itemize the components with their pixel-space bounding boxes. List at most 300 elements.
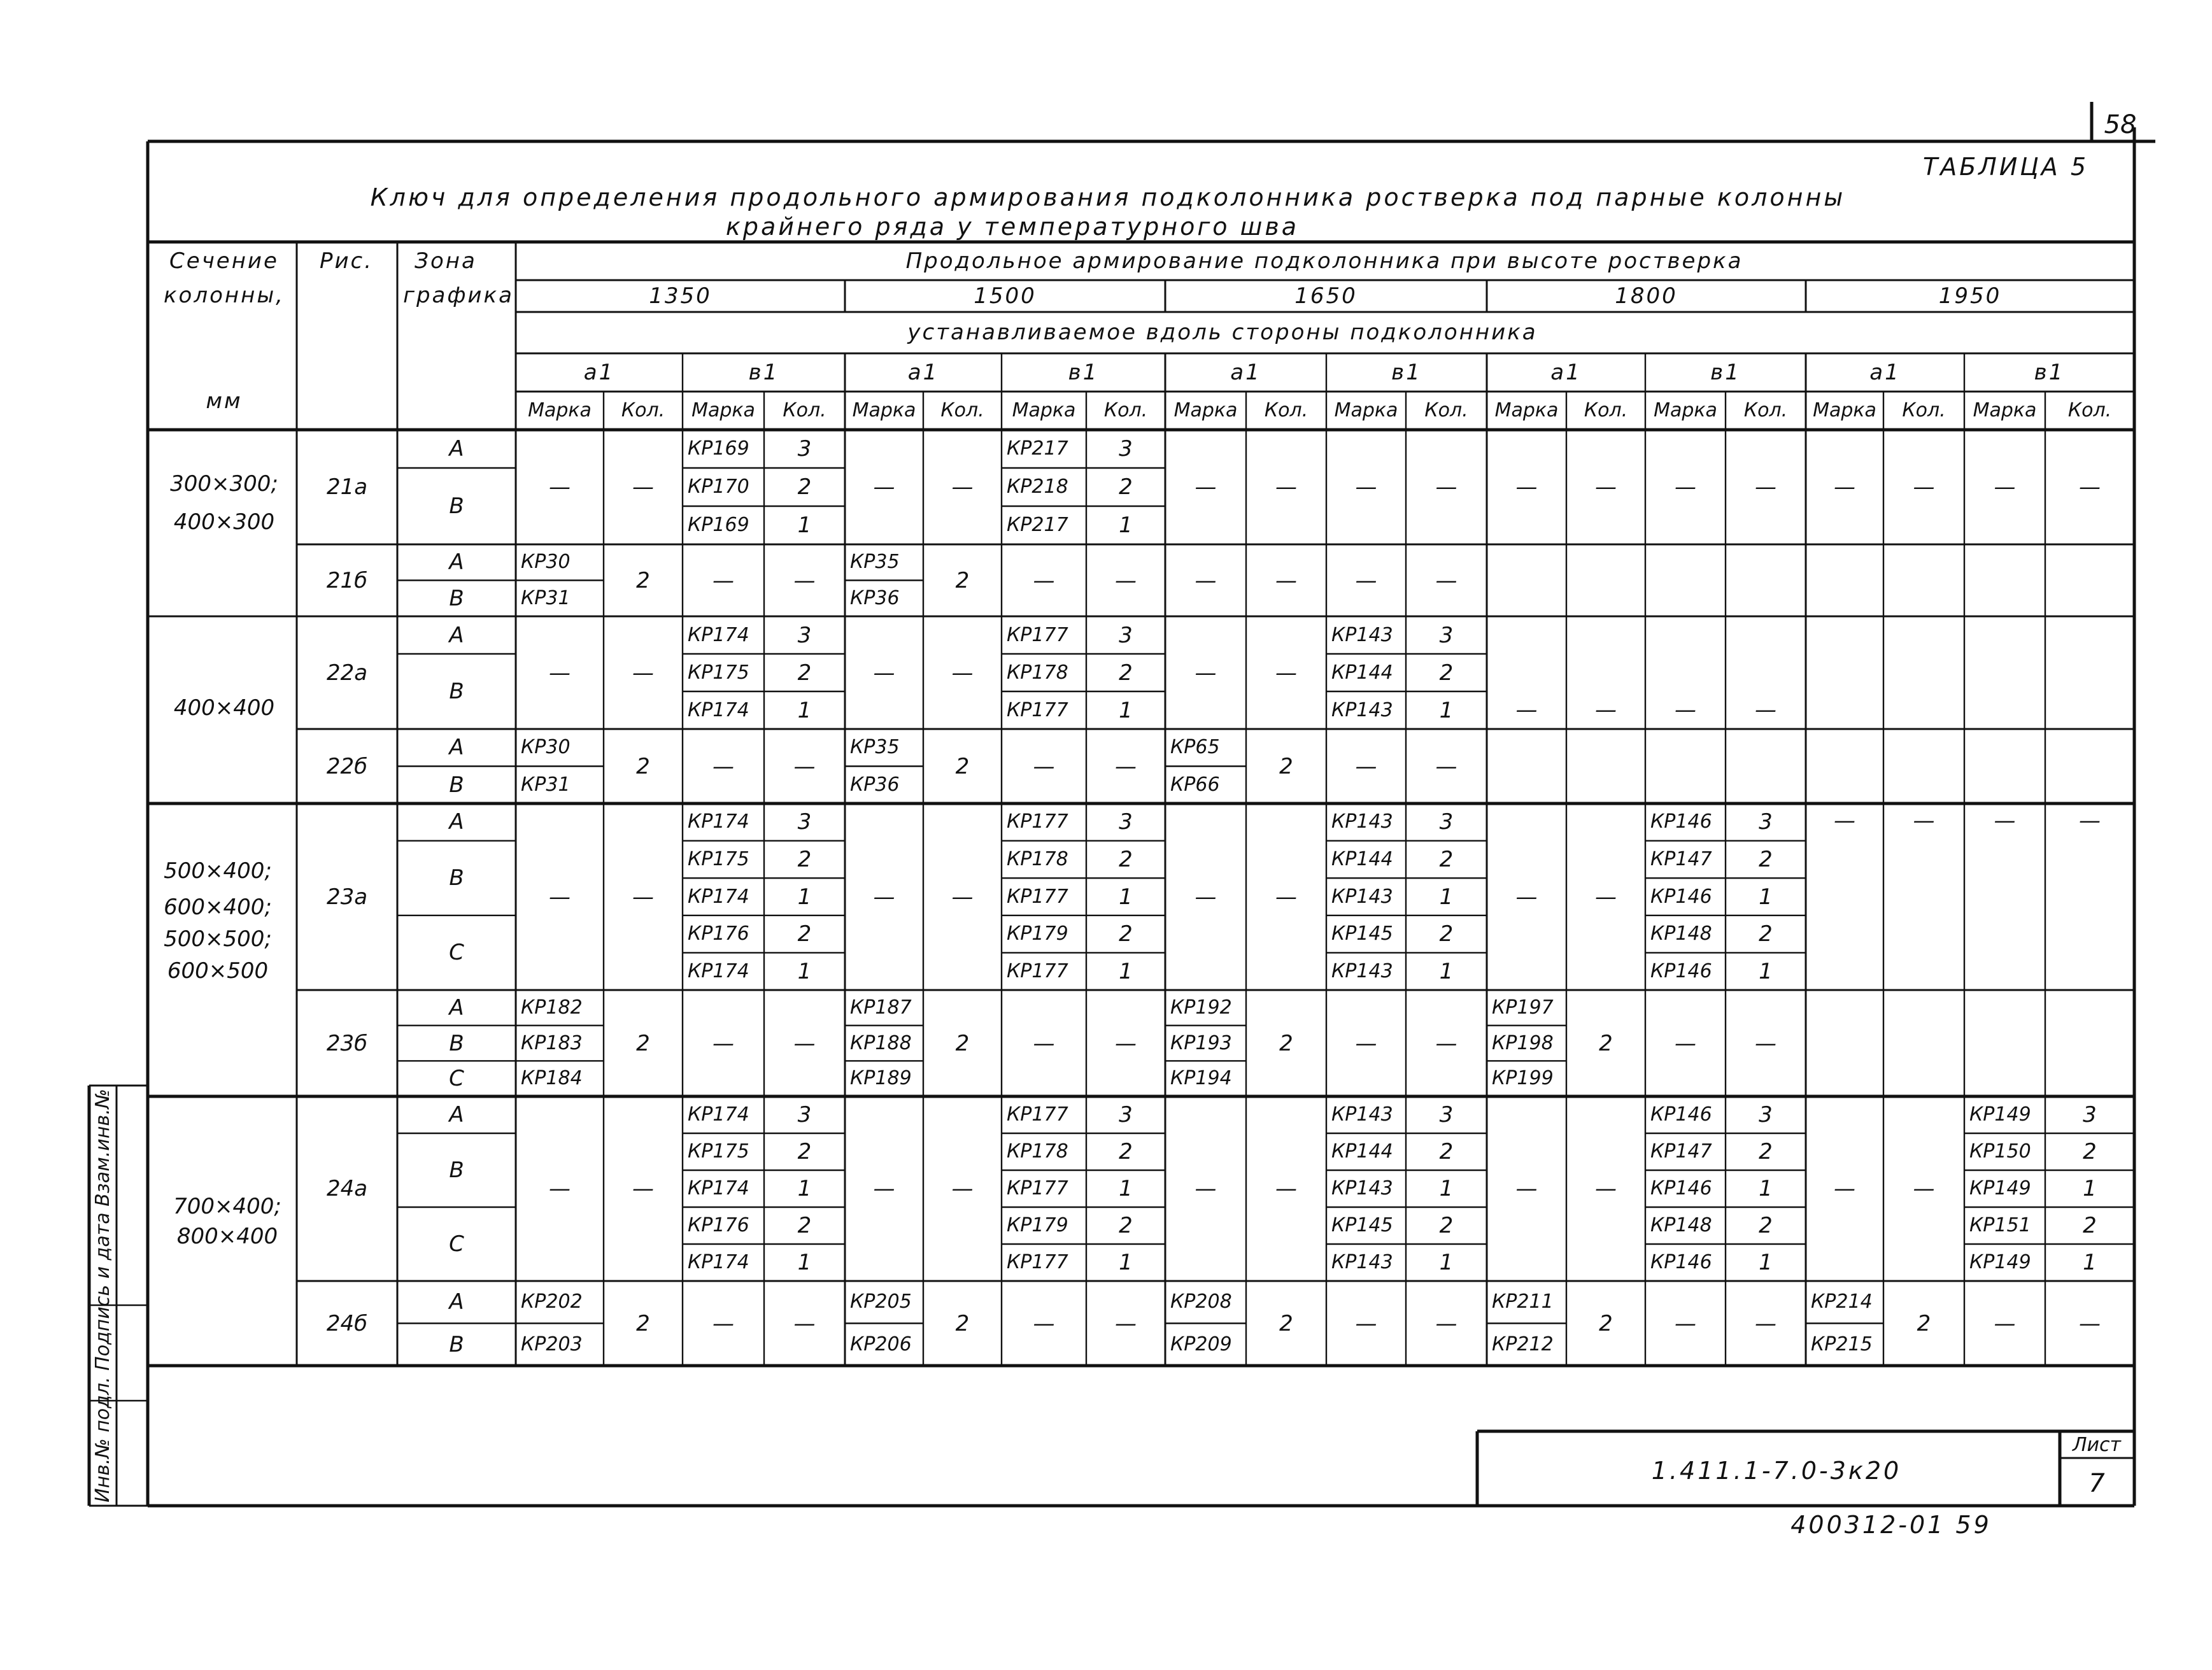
mark-qty: 1 <box>1759 1176 1773 1201</box>
side-b-label: в1 <box>748 360 779 385</box>
mark-qty: 3 <box>1439 809 1454 835</box>
figure-24a: 24а <box>326 1176 368 1201</box>
figure-24b: 24б <box>326 1310 368 1336</box>
dash: — <box>1195 884 1217 910</box>
dash: — <box>1994 1310 2016 1336</box>
mark-qty: 2 <box>955 753 970 779</box>
mark-code: КР174 <box>688 698 749 721</box>
mark-qty: 3 <box>1119 622 1133 648</box>
mark-code: КР197 <box>1492 996 1554 1019</box>
side-a-label: a1 <box>583 360 615 385</box>
dash: — <box>1515 697 1538 723</box>
kol-label: Кол. <box>1424 399 1468 421</box>
mark-qty: 1 <box>1119 513 1133 538</box>
mark-qty: 1 <box>1119 1250 1133 1275</box>
mark-qty: 2 <box>797 846 812 872</box>
side-a-label: a1 <box>907 360 939 385</box>
figure-23a: 23а <box>326 884 368 910</box>
dash: — <box>1675 474 1696 500</box>
dash: — <box>951 474 974 500</box>
mark-qty: 2 <box>2083 1139 2097 1164</box>
mark-qty: 1 <box>1119 697 1133 723</box>
mark-code: КР174 <box>688 885 749 908</box>
zone-c: С <box>449 940 464 966</box>
kol-label: Кол. <box>1103 399 1148 421</box>
mark-code: КР149 <box>1969 1251 2031 1273</box>
mark-qty: 2 <box>797 1213 812 1238</box>
side-b-label: в1 <box>1391 360 1422 385</box>
figure-21b: 21б <box>326 567 368 593</box>
dash: — <box>873 474 895 500</box>
dash: — <box>873 660 895 686</box>
dash: — <box>2079 807 2101 833</box>
dash: — <box>1355 1310 1377 1336</box>
header-section-2: колонны, <box>164 283 285 308</box>
mark-code: КР150 <box>1969 1140 2031 1163</box>
table-label: ТАБЛИЦА 5 <box>1922 153 2089 181</box>
marka-label: Марка <box>1813 399 1876 421</box>
figure-22b: 22б <box>326 753 368 779</box>
mark-qty: 2 <box>1439 660 1454 686</box>
mark-qty: 2 <box>955 1310 970 1336</box>
mark-qty: 3 <box>797 1102 812 1128</box>
mark-code: КР199 <box>1492 1067 1554 1090</box>
mark-code: КР31 <box>521 586 571 609</box>
mark-code: КР183 <box>521 1031 583 1054</box>
marka-label: Марка <box>1494 399 1559 421</box>
zone-a: А <box>449 1102 464 1128</box>
mark-code: КР209 <box>1170 1333 1232 1355</box>
mark-qty: 1 <box>1759 1250 1773 1275</box>
mark-code: КР176 <box>688 1214 749 1236</box>
mark-code: КР169 <box>688 514 749 536</box>
mark-code: КР30 <box>521 551 571 574</box>
mark-qty: 1 <box>1439 1250 1454 1275</box>
mark-qty: 3 <box>1439 1102 1454 1128</box>
section-r1-2: 400×300 <box>173 509 275 535</box>
mark-qty: 2 <box>1119 1139 1133 1164</box>
mark-qty: 1 <box>797 513 812 538</box>
dash: — <box>1913 474 1935 500</box>
mark-code: КР143 <box>1331 885 1393 908</box>
mark-qty: 2 <box>1279 1310 1293 1336</box>
kol-label: Кол. <box>1584 399 1628 421</box>
side-a-label: a1 <box>1550 360 1582 385</box>
section-r3-1: 500×400; <box>164 858 272 884</box>
mark-qty: 2 <box>636 1030 650 1056</box>
mark-code: КР198 <box>1492 1031 1554 1054</box>
dash: — <box>1355 474 1377 500</box>
dash: — <box>1755 1310 1776 1336</box>
zone-b: В <box>449 679 464 704</box>
mark-code: КР193 <box>1170 1031 1232 1054</box>
figure-22a: 22а <box>326 660 368 686</box>
mark-code: КР217 <box>1007 437 1068 460</box>
mark-code: КР175 <box>688 847 749 870</box>
header-main: Продольное армирование подколонника при высоте ростверка <box>905 248 1743 274</box>
section-r3-3: 500×500; <box>164 926 272 952</box>
dash: — <box>632 1176 654 1201</box>
dash: — <box>1275 884 1297 910</box>
mark-code: КР144 <box>1331 661 1393 684</box>
dash: — <box>1275 660 1297 686</box>
dash: — <box>951 1176 974 1201</box>
dash: — <box>951 660 974 686</box>
dash: — <box>1435 1030 1457 1056</box>
dash: — <box>1515 1176 1538 1201</box>
mark-qty: 1 <box>2083 1250 2097 1275</box>
mark-code: КР146 <box>1650 810 1712 833</box>
mark-code: КР65 <box>1170 736 1220 759</box>
mark-code: КР174 <box>688 810 749 833</box>
header-installed: устанавливаемое вдоль стороны подколонника <box>907 320 1538 345</box>
dash: — <box>1033 753 1055 779</box>
dash: — <box>1355 1030 1377 1056</box>
dash: — <box>1355 753 1377 779</box>
mark-code: КР148 <box>1650 923 1712 945</box>
mark-code: КР177 <box>1007 698 1068 721</box>
dash: — <box>549 474 571 500</box>
mark-code: КР177 <box>1007 1177 1068 1199</box>
mark-code: КР208 <box>1170 1291 1232 1313</box>
mark-qty: 3 <box>797 622 812 648</box>
mark-code: КР218 <box>1007 476 1068 498</box>
dash: — <box>793 753 816 779</box>
mark-code: КР143 <box>1331 1251 1393 1273</box>
mark-qty: 3 <box>2083 1102 2097 1128</box>
mark-code: КР178 <box>1007 847 1068 870</box>
mark-qty: 2 <box>1279 1030 1293 1056</box>
mark-qty: 2 <box>1759 1139 1773 1164</box>
page-number: 58 <box>2104 110 2137 139</box>
mark-qty: 1 <box>2083 1176 2097 1201</box>
figure-21a: 21а <box>326 474 368 500</box>
dash: — <box>873 1176 895 1201</box>
mark-code: КР36 <box>850 773 900 796</box>
dash: — <box>1913 1176 1935 1201</box>
mark-qty: 1 <box>797 958 812 984</box>
mark-code: КР145 <box>1331 1214 1393 1236</box>
mark-code: КР205 <box>850 1291 912 1313</box>
mark-qty: 2 <box>797 921 812 947</box>
mark-code: КР177 <box>1007 623 1068 646</box>
table-title-line1: Ключ для определения продольного армирования подколонника ростверка под парные колонны <box>370 183 1846 211</box>
dash: — <box>1195 474 1217 500</box>
dash: — <box>1195 660 1217 686</box>
mark-code: КР177 <box>1007 1251 1068 1273</box>
mark-code: КР146 <box>1650 1251 1712 1273</box>
zone-a: А <box>449 622 464 648</box>
mark-qty: 2 <box>1599 1310 1613 1336</box>
mark-qty: 2 <box>636 753 650 779</box>
marka-label: Марка <box>1173 399 1238 421</box>
table-title-line2: крайнего ряда у температурного шва <box>725 213 1300 241</box>
zone-a: А <box>449 1289 464 1315</box>
dash: — <box>873 884 895 910</box>
dash: — <box>632 474 654 500</box>
dash: — <box>713 1030 734 1056</box>
marka-label: Марка <box>852 399 916 421</box>
mark-code: КР147 <box>1650 1140 1712 1163</box>
mark-code: КР174 <box>688 623 749 646</box>
mark-code: КР143 <box>1331 1177 1393 1199</box>
header-unit: мм <box>206 388 243 414</box>
mark-qty: 3 <box>1759 809 1773 835</box>
stamp-doc-code: 1.411.1-7.0-3к20 <box>1651 1457 1902 1485</box>
stamp-sheet-number: 7 <box>2088 1469 2105 1498</box>
dash: — <box>549 884 571 910</box>
mark-code: КР146 <box>1650 1177 1712 1199</box>
dash: — <box>632 884 654 910</box>
mark-code: КР212 <box>1492 1333 1554 1355</box>
zone-b: В <box>449 1157 464 1183</box>
mark-code: КР176 <box>688 923 749 945</box>
mark-qty: 2 <box>797 660 812 686</box>
dash: — <box>1115 1030 1137 1056</box>
mark-code: КР215 <box>1811 1333 1873 1355</box>
marka-label: Марка <box>1973 399 2037 421</box>
mark-code: КР189 <box>850 1067 912 1090</box>
mark-qty: 2 <box>797 1139 812 1164</box>
dash: — <box>1275 567 1297 593</box>
marka-label: Марка <box>1654 399 1717 421</box>
header-section: Сечение <box>169 248 279 274</box>
mark-qty: 1 <box>1759 884 1773 910</box>
kol-label: Кол. <box>621 399 665 421</box>
zone-c: С <box>449 1231 464 1257</box>
dash: — <box>1675 1030 1696 1056</box>
dash: — <box>1435 474 1457 500</box>
dash: — <box>1115 567 1137 593</box>
mark-code: КР170 <box>688 476 749 498</box>
zone-b: В <box>449 1030 464 1056</box>
mark-qty: 2 <box>1119 660 1133 686</box>
mark-qty: 2 <box>797 474 812 500</box>
mark-code: КР30 <box>521 736 571 759</box>
mark-qty: 2 <box>1119 921 1133 947</box>
dash: — <box>951 884 974 910</box>
mark-qty: 1 <box>1439 697 1454 723</box>
mark-qty: 2 <box>1279 753 1293 779</box>
dash: — <box>632 660 654 686</box>
dash: — <box>1275 474 1297 500</box>
mark-qty: 2 <box>636 1310 650 1336</box>
mark-code: КР144 <box>1331 847 1393 870</box>
mark-code: КР203 <box>521 1333 583 1355</box>
mark-code: КР184 <box>521 1067 583 1090</box>
zone-c: С <box>449 1066 464 1092</box>
marka-label: Марка <box>691 399 755 421</box>
section-r3-2: 600×400; <box>164 895 272 920</box>
dash: — <box>1595 884 1617 910</box>
mark-code: КР175 <box>688 661 749 684</box>
dash: — <box>1994 807 2016 833</box>
zone-b: В <box>449 1331 464 1357</box>
mark-code: КР174 <box>688 1103 749 1126</box>
kol-label: Кол. <box>1902 399 1946 421</box>
mark-code: КР145 <box>1331 923 1393 945</box>
mark-qty: 1 <box>1119 1176 1133 1201</box>
section-r3-4: 600×500 <box>167 958 269 984</box>
mark-code: КР177 <box>1007 810 1068 833</box>
mark-qty: 2 <box>1119 1213 1133 1238</box>
dash: — <box>1033 1030 1055 1056</box>
mark-code: КР202 <box>521 1291 583 1313</box>
dash: — <box>1675 697 1696 723</box>
mark-qty: 2 <box>1759 846 1773 872</box>
mark-code: КР175 <box>688 1140 749 1163</box>
dash: — <box>793 1310 816 1336</box>
mark-code: КР177 <box>1007 885 1068 908</box>
kol-label: Кол. <box>940 399 984 421</box>
dash: — <box>1195 567 1217 593</box>
mark-qty: 2 <box>1439 1139 1454 1164</box>
dash: — <box>1033 567 1055 593</box>
mark-qty: 1 <box>1439 958 1454 984</box>
mark-qty: 1 <box>797 884 812 910</box>
mark-code: КР177 <box>1007 1103 1068 1126</box>
dash: — <box>793 1030 816 1056</box>
mark-qty: 1 <box>797 1176 812 1201</box>
stamp-sheet-label: Лист <box>2072 1434 2122 1456</box>
mark-code: КР31 <box>521 773 571 796</box>
mark-code: КР143 <box>1331 810 1393 833</box>
dash: — <box>1033 1310 1055 1336</box>
mark-code: КР143 <box>1331 1103 1393 1126</box>
height-1350: 1350 <box>649 283 712 309</box>
mark-qty: 3 <box>1119 436 1133 462</box>
dash: — <box>2079 1310 2101 1336</box>
mark-qty: 1 <box>1119 884 1133 910</box>
mark-code: КР192 <box>1170 996 1232 1019</box>
mark-qty: 1 <box>797 1250 812 1275</box>
kol-label: Кол. <box>783 399 826 421</box>
zone-a: А <box>449 436 464 462</box>
figure-23b: 23б <box>326 1030 368 1056</box>
header-zone: Зона <box>415 248 477 274</box>
mark-code: КР194 <box>1170 1067 1232 1090</box>
dash: — <box>1755 1030 1776 1056</box>
mark-qty: 2 <box>636 567 650 593</box>
side-a-label: a1 <box>1230 360 1261 385</box>
dash: — <box>1515 884 1538 910</box>
mark-code: КР178 <box>1007 661 1068 684</box>
dash: — <box>1834 1176 1855 1201</box>
kol-label: Кол. <box>1743 399 1788 421</box>
dash: — <box>1595 474 1617 500</box>
height-1950: 1950 <box>1938 283 2002 309</box>
dash: — <box>713 1310 734 1336</box>
mark-code: КР36 <box>850 586 900 609</box>
mark-code: КР35 <box>850 736 900 759</box>
zone-b: В <box>449 493 464 519</box>
dash: — <box>1755 474 1776 500</box>
mark-code: КР214 <box>1811 1291 1873 1313</box>
mark-code: КР174 <box>688 1177 749 1199</box>
mark-code: КР147 <box>1650 847 1712 870</box>
mark-code: КР143 <box>1331 623 1393 646</box>
dash: — <box>1355 567 1377 593</box>
mark-qty: 1 <box>797 697 812 723</box>
section-r2: 400×400 <box>173 695 275 721</box>
zone-a: А <box>449 809 464 835</box>
mark-qty: 2 <box>955 1030 970 1056</box>
mark-qty: 3 <box>1759 1102 1773 1128</box>
marka-label: Марка <box>1012 399 1076 421</box>
mark-code: КР66 <box>1170 773 1220 796</box>
mark-qty: 2 <box>955 567 970 593</box>
section-r4-1: 700×400; <box>173 1194 281 1219</box>
side-b-label: в1 <box>1710 360 1741 385</box>
mark-qty: 2 <box>1439 846 1454 872</box>
mark-qty: 3 <box>1119 809 1133 835</box>
marka-label: Марка <box>1334 399 1398 421</box>
mark-code: КР146 <box>1650 959 1712 982</box>
mark-code: КР149 <box>1969 1177 2031 1199</box>
mark-code: КР174 <box>688 959 749 982</box>
zone-b: В <box>449 585 464 611</box>
dash: — <box>1435 753 1457 779</box>
mark-qty: 3 <box>1439 622 1454 648</box>
height-1650: 1650 <box>1294 283 1358 309</box>
mark-code: КР211 <box>1492 1291 1554 1313</box>
dash: — <box>1834 807 1855 833</box>
dash: — <box>1595 1176 1617 1201</box>
side-b-label: в1 <box>1068 360 1099 385</box>
zone-a: А <box>449 735 464 761</box>
mark-code: КР179 <box>1007 923 1068 945</box>
mark-qty: 3 <box>1119 1102 1133 1128</box>
mark-qty: 3 <box>797 809 812 835</box>
mark-qty: 1 <box>1439 1176 1454 1201</box>
side-a-label: a1 <box>1869 360 1901 385</box>
dash: — <box>713 753 734 779</box>
dash: — <box>2079 474 2101 500</box>
dash: — <box>793 567 816 593</box>
marka-label: Марка <box>528 399 592 421</box>
mark-qty: 2 <box>1439 1213 1454 1238</box>
mark-code: КР146 <box>1650 885 1712 908</box>
dash: — <box>1435 1310 1457 1336</box>
mark-code: КР177 <box>1007 959 1068 982</box>
mark-code: КР143 <box>1331 959 1393 982</box>
section-r1-1: 300×300; <box>170 471 278 497</box>
dash: — <box>1115 1310 1137 1336</box>
mark-code: КР151 <box>1969 1214 2031 1236</box>
zone-b: В <box>449 772 464 798</box>
mark-code: КР178 <box>1007 1140 1068 1163</box>
mark-code: КР144 <box>1331 1140 1393 1163</box>
header-figure: Рис. <box>319 248 374 274</box>
mark-code: КР206 <box>850 1333 912 1355</box>
mark-qty: 2 <box>1599 1030 1613 1056</box>
mark-code: КР35 <box>850 551 900 574</box>
side-b-label: в1 <box>2034 360 2065 385</box>
mark-code: КР149 <box>1969 1103 2031 1126</box>
mark-code: КР188 <box>850 1031 912 1054</box>
mark-qty: 1 <box>1439 884 1454 910</box>
dash: — <box>549 1176 571 1201</box>
dash: — <box>1595 697 1617 723</box>
margin-approval-text: Инв.№ подл. Подпись и дата Взам.инв.№ <box>92 1089 114 1503</box>
dash: — <box>1913 807 1935 833</box>
kol-label: Кол. <box>1264 399 1308 421</box>
zone-b: В <box>449 865 464 891</box>
dash: — <box>1515 474 1538 500</box>
mark-qty: 1 <box>1119 958 1133 984</box>
dash: — <box>1275 1176 1297 1201</box>
stamp-inventory: 400312-01 59 <box>1790 1511 1992 1539</box>
